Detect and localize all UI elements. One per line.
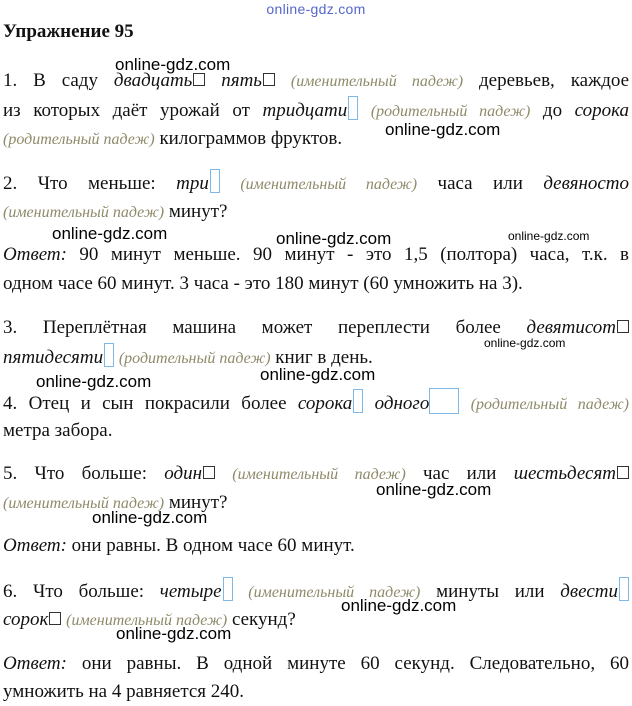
watermark: online-gdz.com	[276, 229, 392, 248]
ex6-line-1	[3, 577, 629, 607]
ex4-line-1	[3, 388, 629, 419]
ex6-text: минуты или	[436, 581, 545, 602]
case-label: (родительный падеж)	[3, 131, 155, 148]
ex5-text: 5. Что больше:	[3, 463, 147, 484]
ex6-answer-line-2	[3, 678, 629, 706]
case-label: (именительный падеж)	[232, 466, 406, 483]
answer-text: умножить на 4 равняется 240.	[3, 681, 245, 702]
case-label: (именительный падеж)	[240, 176, 418, 193]
ex4-numeral-word: сорока	[297, 393, 353, 414]
ex1-text: из которых даёт урожай от	[3, 100, 250, 121]
answer-text: они равны. В одном часе 60 минут.	[71, 535, 355, 556]
case-label: (родительный падеж)	[370, 103, 531, 120]
ex1-numeral-word: пять	[221, 70, 262, 91]
case-label: (родительный падеж)	[118, 350, 271, 367]
ex3-text: книг в день.	[275, 347, 373, 368]
blank-square-icon	[617, 320, 629, 333]
ex6-numeral-word: четыре	[159, 581, 222, 602]
answer-text: одном часе 60 минут. 3 часа - это 180 минут (60 умножить на 3).	[3, 273, 523, 294]
ex6-answer-line-1	[3, 650, 629, 678]
watermark: online-gdz.com	[385, 120, 501, 139]
case-label: (именительный падеж)	[290, 73, 464, 90]
answer-label: Ответ:	[3, 244, 67, 265]
ex2-text: 2. Что меньше:	[3, 173, 156, 194]
case-label: (именительный падеж)	[3, 204, 165, 221]
ex5-line-1	[3, 460, 629, 489]
ex2-numeral-word: три	[176, 173, 209, 194]
ex2-line-2	[3, 198, 629, 227]
ending-box-icon	[429, 388, 459, 414]
ex4-text: метра забора.	[3, 420, 113, 441]
ending-box-icon	[348, 96, 358, 120]
ex5-text: час или	[423, 463, 497, 484]
ex3-text: 3. Переплётная машина может переплести более	[3, 317, 501, 338]
ex2-text: часа или	[437, 173, 523, 194]
ex1-text: деревьев, каждое	[478, 70, 630, 91]
case-label: (именительный падеж)	[3, 495, 165, 512]
ex2-numeral-word: девяносто	[543, 173, 630, 194]
ex6-text: 6. Что больше:	[3, 581, 145, 602]
ex1-text: килограммов фруктов.	[159, 128, 343, 149]
ex4-text: 4. Отец и сын покрасили более	[3, 393, 287, 414]
ex6-numeral-word: сорок	[3, 609, 49, 630]
watermark: online-gdz.com	[508, 229, 590, 243]
ex2-text: минут?	[168, 201, 228, 222]
ex6-numeral-word: двести	[560, 581, 618, 602]
ex4-numeral-word: одного	[374, 393, 430, 414]
blank-square-icon	[49, 612, 61, 625]
watermark: online-gdz.com	[36, 372, 152, 391]
answer-label: Ответ:	[3, 653, 67, 674]
answer-label: Ответ:	[3, 535, 67, 556]
ex2-line-1	[3, 169, 629, 199]
exercise-title: Упражнение 95	[3, 21, 134, 42]
ex1-numeral-word: двадцать	[113, 70, 193, 91]
case-label: (родительный падеж)	[470, 396, 630, 413]
ex5-text: минут?	[168, 492, 228, 513]
watermark: online-gdz.com	[116, 624, 232, 643]
ex6-line-2	[3, 606, 629, 635]
case-label: (именительный падеж)	[248, 584, 421, 601]
ex1-text: 1. В саду	[3, 70, 98, 91]
ex1-text: до	[542, 100, 563, 121]
ex1-line-3	[3, 125, 629, 154]
ex1-numeral-word: тридцати	[262, 100, 348, 121]
watermark: online-gdz.com	[260, 365, 376, 384]
answer-text: они равны. В одной минуте 60 секунд. Следовательно, 60	[81, 653, 630, 674]
blank-square-icon	[617, 466, 629, 479]
ending-box-icon	[619, 577, 629, 601]
ending-box-icon	[210, 169, 220, 193]
ex1-line-2	[3, 96, 629, 126]
ex5-numeral-word: шестьдесят	[513, 463, 617, 484]
ex4-line-2	[3, 417, 629, 445]
ex6-text: секунд?	[231, 609, 296, 630]
ex3-numeral-word: девятисот	[526, 317, 617, 338]
watermark: online-gdz.com	[115, 55, 231, 74]
ending-box-icon	[223, 577, 233, 601]
ex1-line-1	[3, 67, 629, 96]
watermark: online-gdz.com	[92, 508, 208, 527]
ex2-answer-line-2	[3, 270, 629, 298]
answer-text: 90 минут меньше. 90 минут - это 1,5 (полтора) часа, т.к. в	[79, 244, 629, 265]
ex5-numeral-word: один	[164, 463, 203, 484]
watermark: online-gdz.com	[341, 596, 457, 615]
blank-square-icon	[203, 466, 215, 479]
ending-box-icon	[353, 389, 363, 413]
case-label: (именительный падеж)	[66, 612, 228, 629]
watermark: online-gdz.com	[484, 336, 566, 350]
watermark: online-gdz.com	[376, 480, 492, 499]
ex5-answer-line	[3, 532, 629, 560]
ex3-numeral-word: пятидесяти	[3, 347, 104, 368]
top-watermark: online-gdz.com	[266, 1, 366, 17]
blank-square-icon	[263, 73, 275, 86]
ex1-numeral-word: сорока	[574, 100, 630, 121]
ending-box-icon	[104, 343, 114, 367]
watermark: online-gdz.com	[52, 224, 168, 243]
